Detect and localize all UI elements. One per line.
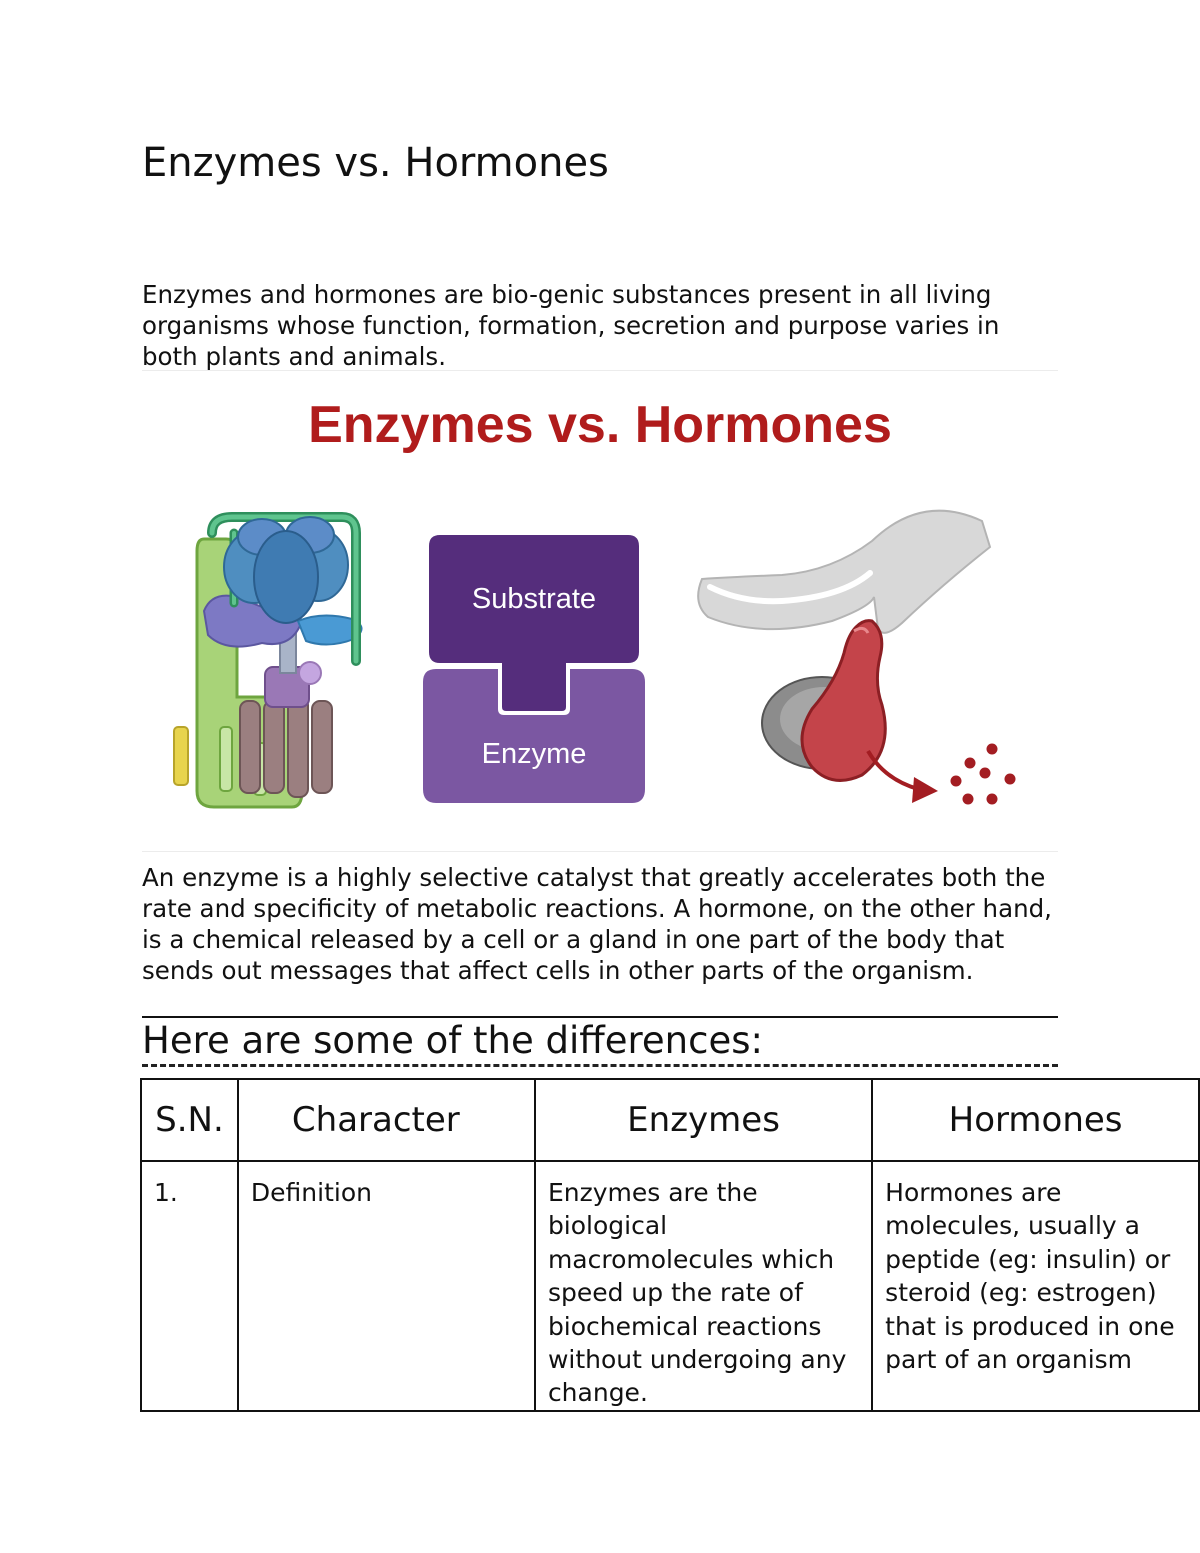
header-character: Character bbox=[238, 1079, 535, 1161]
table-row bbox=[141, 1161, 1199, 1411]
cell-hormones: Hormones are molecules, usually a peptide (eg: insulin) or steroid (eg: estrogen) that is produced in one part of an organism bbox=[872, 1161, 1199, 1411]
enzyme-complex-icon bbox=[174, 517, 362, 807]
differences-table bbox=[140, 1078, 1200, 1412]
cell-enzymes: Enzymes are the biological macromolecules which speed up the rate of biochemical reactions without undergoing any change. bbox=[535, 1161, 872, 1411]
comparison-figure bbox=[142, 370, 1058, 852]
figure-illustration bbox=[142, 371, 1058, 851]
substrate-label: Substrate bbox=[471, 583, 597, 615]
intro-paragraph: Enzymes and hormones are bio-genic substances present in all living organisms whose function, formation, secretion and purpose varies in both plants and animals. bbox=[142, 280, 1000, 371]
differences-heading: Here are some of the differences: bbox=[142, 1016, 1058, 1067]
header-enzymes: Enzymes bbox=[535, 1079, 872, 1161]
cell-character: Definition bbox=[238, 1161, 535, 1411]
cell-sn: 1. bbox=[141, 1161, 238, 1411]
body-paragraph: An enzyme is a highly selective catalyst that greatly accelerates both the rate and specificity of metabolic reactions. A hormone, on the other hand, is a chemical released by a cell or a gland in one part of the body that sends out messages that affect cells in other parts of the organism. bbox=[142, 863, 1052, 985]
header-hormones: Hormones bbox=[872, 1079, 1199, 1161]
table-header-row bbox=[141, 1079, 1199, 1161]
gland-icon bbox=[698, 511, 1015, 805]
header-sn: S.N. bbox=[141, 1079, 238, 1161]
document-title: Enzymes vs. Hormones bbox=[142, 140, 609, 186]
figure-title: Enzymes vs. Hormones bbox=[308, 396, 892, 454]
enzyme-label: Enzyme bbox=[481, 738, 587, 770]
